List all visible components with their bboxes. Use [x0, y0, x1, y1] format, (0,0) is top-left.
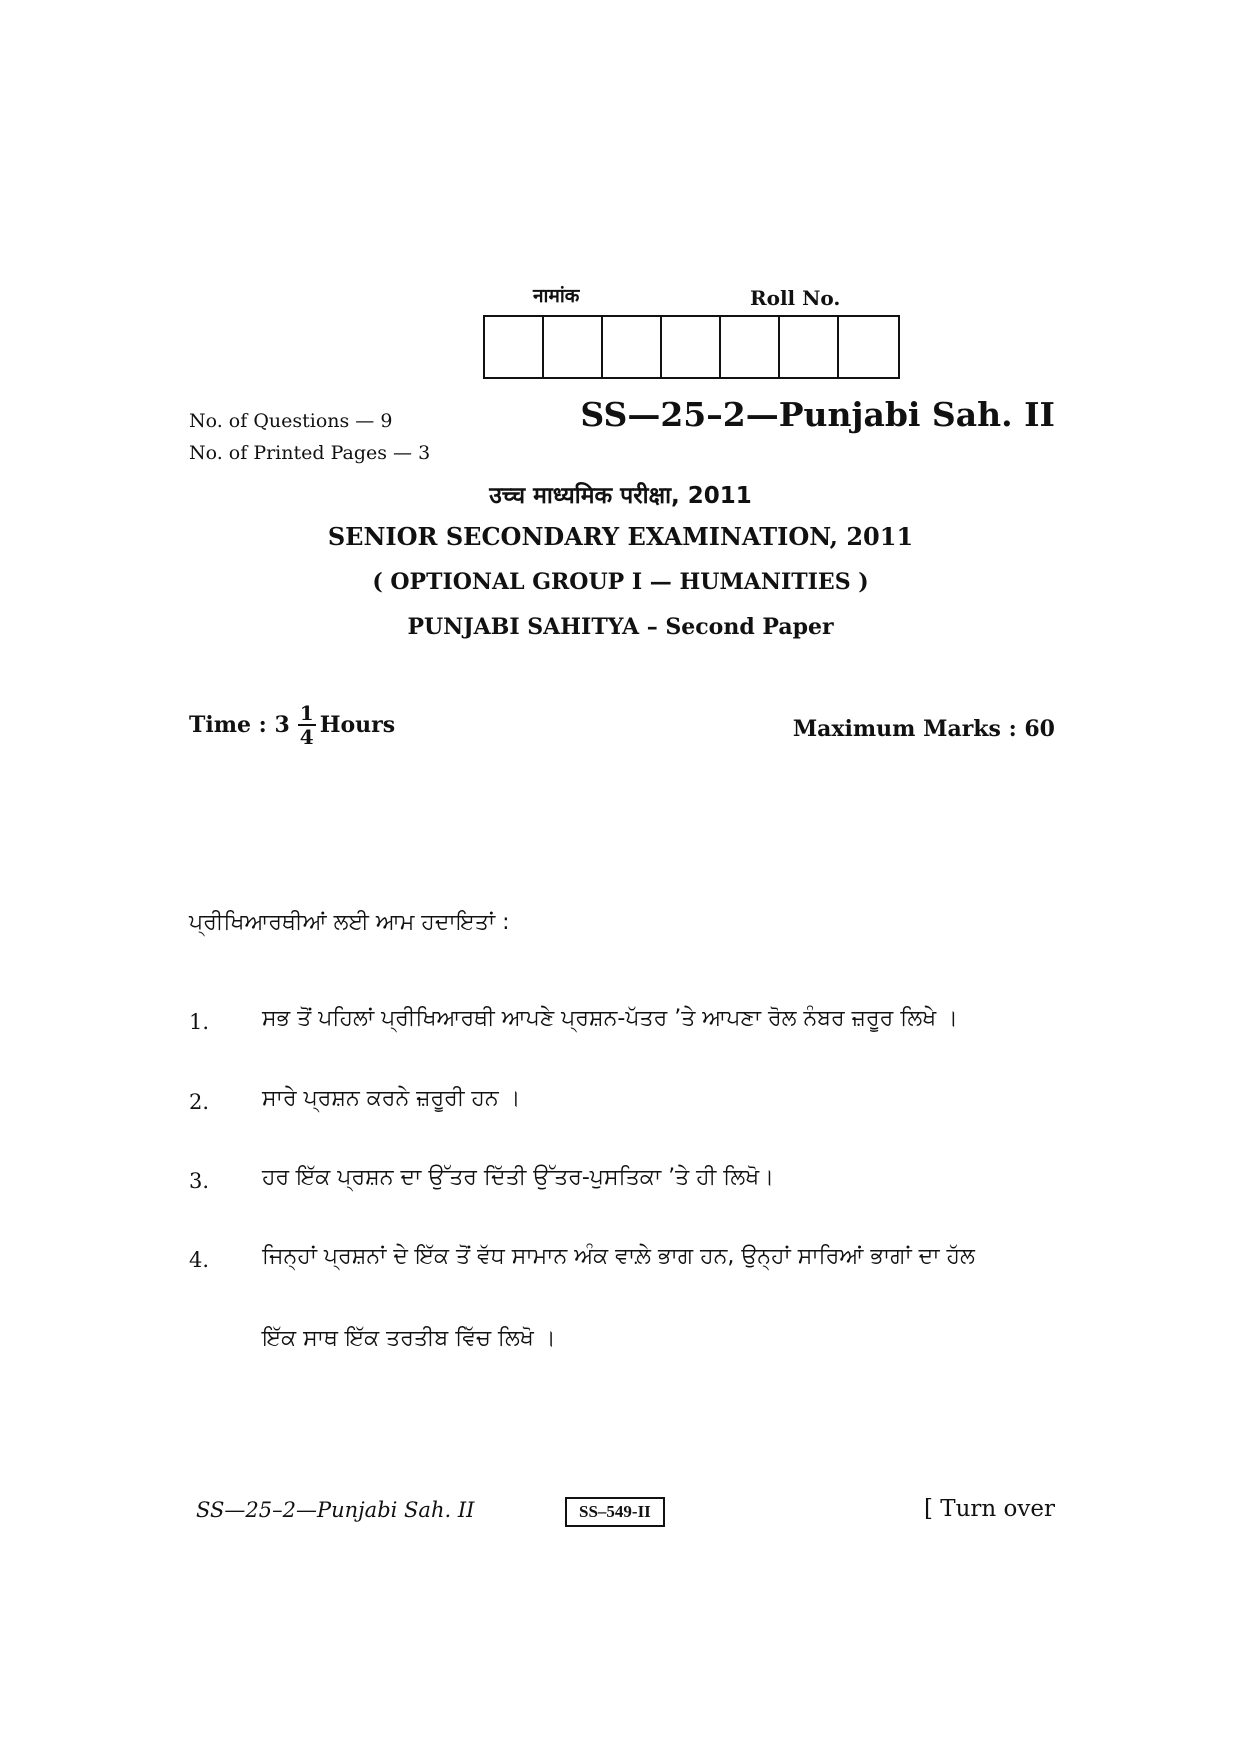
instruction-text: ਸਾਰੇ ਪ੍ਰਸ਼ਨ ਕਰਨੇ ਜ਼ਰੂਰੀ ਹਨ ।: [262, 1086, 521, 1111]
roll-digit-box[interactable]: [839, 317, 898, 377]
number-of-questions: No. of Questions — 9: [189, 410, 393, 432]
time-fraction-denominator: 4: [299, 725, 314, 749]
roll-label-hindi: नामांक: [533, 285, 580, 307]
exam-subject: PUNJABI SAHITYA – Second Paper: [407, 614, 834, 640]
footer-paper-code: SS—25–2—Punjabi Sah. II: [196, 1498, 475, 1522]
time-allowed: [189, 702, 395, 748]
instruction-number: 4.: [189, 1248, 210, 1272]
exam-title-english: SENIOR SECONDARY EXAMINATION, 2011: [327, 522, 914, 551]
time-fraction-numerator: 1: [299, 701, 314, 725]
instruction-number: 2.: [189, 1090, 210, 1114]
time-prefix: Time : 3: [189, 712, 290, 738]
instructions-heading: ਪ੍ਰੀਖਿਆਰਥੀਆਂ ਲਈ ਆਮ ਹਦਾਇਤਾਂ :: [189, 910, 510, 935]
instruction-text: ਹਰ ਇੱਕ ਪ੍ਰਸ਼ਨ ਦਾ ਉੱਤਰ ਦਿੱਤੀ ਉੱਤਰ-ਪੁਸਤਿਕਾ ’ਤੇ ਹੀ ਲਿਖੋ।: [262, 1165, 775, 1190]
instruction-text-continued: ਇੱਕ ਸਾਥ ਇੱਕ ਤਰਤੀਬ ਵਿੱਚ ਲਿਖੋ ।: [262, 1326, 556, 1351]
roll-number-boxes: [483, 315, 900, 379]
time-suffix: Hours: [319, 712, 396, 738]
time-fraction: [298, 702, 316, 748]
roll-digit-box[interactable]: [485, 317, 544, 377]
exam-group: ( OPTIONAL GROUP I — HUMANITIES ): [372, 569, 869, 595]
roll-digit-box[interactable]: [780, 317, 839, 377]
roll-digit-box[interactable]: [544, 317, 603, 377]
footer-code-box: SS–549-II: [565, 1497, 665, 1527]
number-of-printed-pages: No. of Printed Pages — 3: [189, 442, 431, 464]
roll-digit-box[interactable]: [662, 317, 721, 377]
roll-label-english: Roll No.: [750, 286, 841, 310]
roll-digit-box[interactable]: [603, 317, 662, 377]
exam-title-hindi: उच्च माध्यमिक परीक्षा, 2011: [489, 483, 752, 509]
turn-over-note: [ Turn over: [923, 1496, 1055, 1522]
paper-code: SS—25–2—Punjabi Sah. II: [580, 395, 1055, 434]
instruction-text: ਜਿਨ੍ਹਾਂ ਪ੍ਰਸ਼ਨਾਂ ਦੇ ਇੱਕ ਤੋਂ ਵੱਧ ਸਾਮਾਨ ਅੰਕ ਵਾਲ਼ੇ ਭਾਗ ਹਨ, ਉਨ੍ਹਾਂ ਸਾਰਿਆਂ ਭਾਗਾਂ ਦਾ ਹੱਲ: [262, 1244, 975, 1269]
maximum-marks: Maximum Marks : 60: [792, 716, 1055, 742]
instruction-number: 1.: [189, 1010, 210, 1034]
roll-digit-box[interactable]: [721, 317, 780, 377]
instruction-number: 3.: [189, 1169, 210, 1193]
instruction-text: ਸਭ ਤੋਂ ਪਹਿਲਾਂ ਪ੍ਰੀਖਿਆਰਥੀ ਆਪਣੇ ਪ੍ਰਸ਼ਨ-ਪੱਤਰ ’ਤੇ ਆਪਣਾ ਰੋਲ ਨੰਬਰ ਜ਼ਰੂਰ ਲਿਖੇ ।: [262, 1006, 958, 1031]
